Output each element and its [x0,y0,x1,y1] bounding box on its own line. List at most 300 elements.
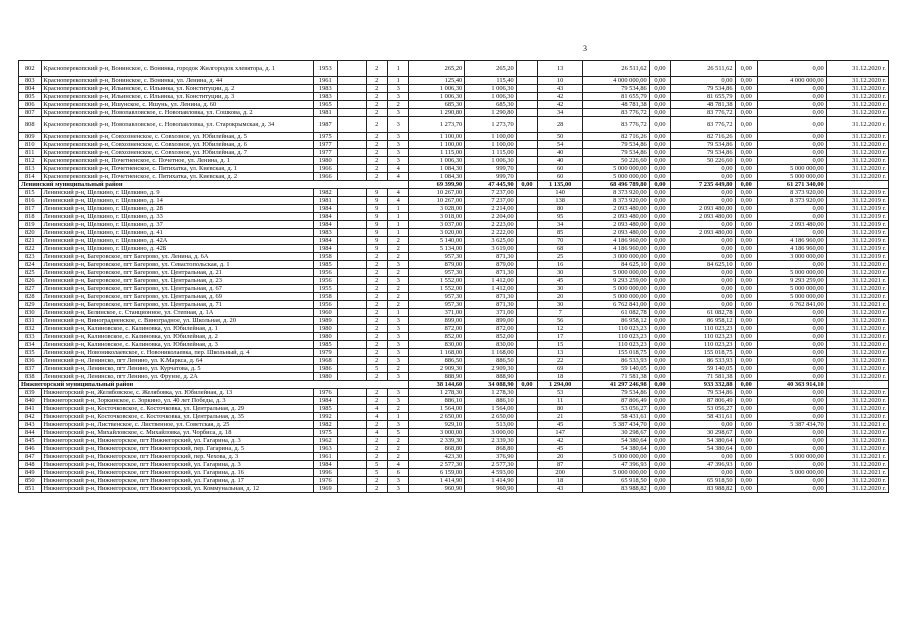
value-cell: 871,30 [465,293,516,301]
row-number-cell: 839 [19,389,42,397]
value-cell: 31.12.2020 г. [826,101,888,109]
address-cell: Красноперекопский р-н, Почетненское, с. Почетное, ул. Ленина, д. 1 [41,157,313,165]
value-cell: 59 140,05 [671,365,735,373]
value-cell [337,301,366,309]
value-cell: 87 806,49 [671,397,735,405]
value-cell: 2 093 480,00 [671,205,735,213]
value-cell: 1963 [313,445,337,453]
value-cell [337,397,366,405]
value-cell: 0,00 [758,85,827,93]
value-cell: 2 [387,437,408,445]
value-cell: 0,00 [758,477,827,485]
value-cell: 1 564,00 [409,405,465,413]
row-number-cell: 825 [19,269,42,277]
value-cell: 9 [366,197,387,205]
value-cell: 3 037,00 [409,221,465,229]
value-cell: 0,00 [758,229,827,237]
value-cell: 0,00 [758,413,827,421]
value-cell: 65 918,50 [671,477,735,485]
value-cell: 8 373 920,00 [758,197,827,205]
value-cell: 0,00 [735,213,758,221]
value-cell [337,133,366,141]
value-cell: 83 776,72 [583,117,650,133]
house-row [19,349,889,357]
address-cell: Нижнегорский р-н, Зоркинское, с. Зоркино, ул. 40 лет Победы, д. 3 [41,397,313,405]
subtotal-cell: 0,00 [516,381,537,389]
row-number-cell: 807 [19,109,42,117]
value-cell: 110 023,23 [583,325,650,333]
value-cell: 0,00 [649,213,670,221]
row-number-cell: 815 [19,189,42,197]
value-cell: 0,00 [735,341,758,349]
value-cell: 3 000 000,00 [583,253,650,261]
house-row [19,309,889,317]
value-cell: 0,00 [649,133,670,141]
value-cell: 2 [387,293,408,301]
value-cell: 1984 [313,237,337,245]
value-cell: 31.12.2021 г. [826,469,888,477]
value-cell: 2 [387,365,408,373]
value-cell [516,309,537,317]
value-cell: 28 [538,117,583,133]
value-cell: 0,00 [758,445,827,453]
address-cell: Ленинский р-н, Ленинско, пгт Ленино, ул. Фрунзе, д. 2А [41,373,313,381]
value-cell: 2 093 480,00 [583,213,650,221]
value-cell [516,237,537,245]
value-cell: 1984 [313,213,337,221]
value-cell: 3 [387,93,408,101]
value-cell: 1 552,00 [409,285,465,293]
value-cell: 0,00 [649,325,670,333]
value-cell: 31.12.2019 г. [826,189,888,197]
value-cell: 31.12.2019 г. [826,205,888,213]
row-number-cell: 833 [19,333,42,341]
value-cell [337,109,366,117]
address-cell: Ленинский р-н, Щелкино, г. Щелкино, д. 9 [41,189,313,197]
value-cell: 2 [366,397,387,405]
value-cell: 1 564,00 [465,405,516,413]
value-cell: 1 006,30 [465,93,516,101]
value-cell [516,85,537,93]
value-cell [337,101,366,109]
value-cell: 2 909,30 [409,365,465,373]
value-cell: 2 [366,165,387,173]
value-cell: 3 [387,477,408,485]
value-cell [337,277,366,285]
value-cell: 47 396,93 [671,461,735,469]
value-cell: 3 000,00 [409,429,465,437]
value-cell: 1986 [313,365,337,373]
value-cell: 1983 [313,85,337,93]
value-cell: 95 [538,213,583,221]
value-cell: 31.12.2019 г. [826,197,888,205]
value-cell: 0,00 [649,205,670,213]
value-cell: 31.12.2020 г. [826,157,888,165]
value-cell: 0,00 [649,109,670,117]
value-cell: 83 776,72 [583,109,650,117]
address-cell: Ленинский р-н, Щелкино, г. Щелкино, д. 41 [41,229,313,237]
value-cell: 2 [366,477,387,485]
value-cell: 43 [538,85,583,93]
value-cell: 1983 [313,229,337,237]
value-cell [337,357,366,365]
value-cell: 0,00 [671,269,735,277]
value-cell: 5 [387,429,408,437]
subtotal-cell: 0,00 [649,181,670,189]
value-cell: 0,00 [649,85,670,93]
address-cell: Ленинский р-н, Калиновское, с. Калиновка, ул. Юбилейная, д. 1 [41,325,313,333]
empty-cell [826,181,888,189]
value-cell: 0,00 [671,165,735,173]
value-cell: 0,00 [671,453,735,461]
subtotal-cell: 68 496 789,80 [583,181,650,189]
value-cell: 3 [387,421,408,429]
district-subtotal-row [19,181,889,189]
value-cell: 0,00 [735,149,758,157]
value-cell: 2 093 480,00 [583,229,650,237]
value-cell: 5 387 434,70 [758,421,827,429]
value-cell [337,477,366,485]
row-number-cell: 836 [19,357,42,365]
value-cell: 2 [387,285,408,293]
value-cell: 2 [366,301,387,309]
value-cell: 31.12.2020 г. [826,133,888,141]
value-cell: 957,30 [409,293,465,301]
value-cell: 1996 [313,469,337,477]
value-cell: 0,00 [758,357,827,365]
value-cell [516,157,537,165]
value-cell [516,285,537,293]
value-cell: 30 [538,301,583,309]
value-cell: 1 084,30 [409,173,465,181]
value-cell [516,229,537,237]
row-number-cell: 821 [19,237,42,245]
value-cell: 1981 [313,109,337,117]
house-row [19,229,889,237]
value-cell: 30 [538,285,583,293]
value-cell: 60 [538,165,583,173]
value-cell: 31.12.2020 г. [826,405,888,413]
value-cell: 0,00 [735,413,758,421]
address-cell: Ленинский р-н, Виноградненское, с. Виноградное, ул. Школьная, д. 20 [41,317,313,325]
value-cell: 0,00 [758,101,827,109]
value-cell: 0,00 [735,365,758,373]
value-cell: 1984 [313,397,337,405]
value-cell: 886,10 [409,397,465,405]
value-cell: 2 [366,61,387,77]
subtotal-cell: 1 294,00 [538,381,583,389]
value-cell: 30 [538,269,583,277]
value-cell: 1 [387,213,408,221]
value-cell: 1 168,00 [409,349,465,357]
value-cell: 53 056,27 [671,405,735,413]
value-cell: 5 [366,469,387,477]
value-cell: 2 093 480,00 [758,221,827,229]
value-cell: 0,00 [735,317,758,325]
value-cell: 0,00 [735,349,758,357]
value-cell: 2 [366,77,387,85]
address-cell: Нижнегорский р-н, Косточковское, с. Косточковка, ул. Центральная, д. 35 [41,413,313,421]
row-number-cell: 814 [19,173,42,181]
value-cell [337,413,366,421]
value-cell: 9 [366,205,387,213]
value-cell: 50 226,60 [671,157,735,165]
subtotal-cell: 1 135,00 [538,181,583,189]
value-cell [516,301,537,309]
value-cell: 0,00 [758,333,827,341]
value-cell: 1980 [313,157,337,165]
house-row [19,141,889,149]
value-cell [337,77,366,85]
value-cell [337,213,366,221]
value-cell: 3 [387,109,408,117]
value-cell: 31.12.2020 г. [826,93,888,101]
row-number-cell: 813 [19,165,42,173]
value-cell: 84 625,10 [671,261,735,269]
value-cell: 0,00 [649,101,670,109]
address-cell: Красноперекопский р-н, Новопавловское, с. Новопавловка, ул. Старокрымская, д. 34 [41,117,313,133]
value-cell: 1 [387,309,408,317]
value-cell [516,405,537,413]
address-cell: Ленинский р-н, Багеровское, пгт Багерово, ул. Центральная, д. 23 [41,277,313,285]
value-cell: 5 134,00 [409,245,465,253]
value-cell [516,205,537,213]
subtotal-cell: Ленинский муниципальный район [19,181,409,189]
value-cell: 1975 [313,429,337,437]
address-cell: Ленинский р-н, Багеровское, пгт Багерово, ул. Центральная, д. 21 [41,269,313,277]
house-row [19,149,889,157]
value-cell: 13 [538,61,583,77]
address-cell: Ленинский р-н, Щелкино, г. Щелкино, д. 42Б [41,245,313,253]
address-cell: Ленинский р-н, Багеровское, пгт Багерово, ул. Центральная, д. 67 [41,285,313,293]
address-cell: Красноперекопский р-н, Совхозненское, с. Совхозное, ул. Юбилейная, д. 6 [41,141,313,149]
address-cell: Ленинский р-н, Калиновское, с. Калиновка, ул. Юбилейная, д. 3 [41,341,313,349]
house-row [19,301,889,309]
value-cell: 1 168,00 [465,349,516,357]
house-row [19,453,889,461]
subtotal-cell: 41 297 246,98 [583,381,650,389]
value-cell: 0,00 [758,437,827,445]
house-row [19,485,889,493]
value-cell: 2 909,30 [465,365,516,373]
value-cell: 871,30 [465,269,516,277]
value-cell: 929,10 [409,421,465,429]
value-cell: 1966 [313,173,337,181]
value-cell: 0,00 [671,285,735,293]
value-cell: 115,40 [465,77,516,85]
value-cell: 0,00 [758,141,827,149]
value-cell: 4 000 000,00 [758,77,827,85]
house-row [19,477,889,485]
address-cell: Красноперекопский р-н, Ишунское, с. Ишунь, ул. Ленина, д. 60 [41,101,313,109]
subtotal-cell: 47 445,90 [465,181,516,189]
value-cell: 1961 [313,77,337,85]
value-cell: 110 023,23 [583,333,650,341]
subtotal-cell: Нижнегорский муниципальный район [19,381,409,389]
value-cell: 30 298,67 [671,429,735,437]
value-cell: 0,00 [649,197,670,205]
value-cell: 0,00 [735,309,758,317]
value-cell [337,93,366,101]
value-cell: 71 581,38 [671,373,735,381]
value-cell: 0,00 [758,61,827,77]
value-cell: 1956 [313,269,337,277]
value-cell: 879,00 [465,261,516,269]
value-cell [337,285,366,293]
value-cell [337,189,366,197]
row-number-cell: 837 [19,365,42,373]
empty-cell [826,381,888,389]
value-cell: 5 [366,365,387,373]
value-cell: 31.12.2020 г. [826,341,888,349]
value-cell [516,341,537,349]
value-cell: 5 000 000,00 [583,293,650,301]
house-row [19,405,889,413]
value-cell: 26 511,62 [583,61,650,77]
value-cell: 0,00 [649,341,670,349]
row-number-cell: 851 [19,485,42,493]
row-number-cell: 841 [19,405,42,413]
value-cell: 4 186 960,00 [758,245,827,253]
address-cell: Красноперекопский р-н, Почетненское, с. Пятихатка, ул. Киевская, д. 1 [41,165,313,173]
value-cell: 31.12.2019 г. [826,229,888,237]
value-cell: 852,00 [465,333,516,341]
value-cell: 0,00 [758,429,827,437]
row-number-cell: 819 [19,221,42,229]
value-cell: 1 552,00 [409,277,465,285]
address-cell: Ленинский р-н, Щелкино, г. Щелкино, д. 14 [41,197,313,205]
subtotal-cell: 61 271 340,00 [758,181,827,189]
value-cell: 0,00 [649,253,670,261]
address-cell: Ленинский р-н, Новониколаевское, с. Новониколаевка, пер. Школьный, д. 4 [41,349,313,357]
value-cell [516,429,537,437]
value-cell: 1 [387,77,408,85]
value-cell: 53 056,27 [583,405,650,413]
house-row [19,365,889,373]
value-cell: 82 716,26 [671,133,735,141]
value-cell: 2 [366,101,387,109]
value-cell: 59 140,05 [583,365,650,373]
value-cell [337,221,366,229]
value-cell: 9 [366,237,387,245]
value-cell: 0,00 [649,437,670,445]
value-cell: 1980 [313,373,337,381]
value-cell: 886,50 [465,357,516,365]
value-cell: 40 [538,157,583,165]
value-cell: 2 [366,117,387,133]
house-row [19,85,889,93]
value-cell: 31.12.2020 г. [826,309,888,317]
value-cell: 2 [366,453,387,461]
value-cell [516,109,537,117]
house-row [19,109,889,117]
address-cell: Красноперекопский р-н, Вонинское, с. Вонинка, ул. Ленина, д. 44 [41,77,313,85]
value-cell: 2 [366,445,387,453]
row-number-cell: 830 [19,309,42,317]
value-cell [337,293,366,301]
value-cell: 40 [538,149,583,157]
value-cell: 2 [387,253,408,261]
value-cell: 79 534,86 [583,149,650,157]
value-cell: 0,00 [735,285,758,293]
value-cell: 31.12.2020 г. [826,437,888,445]
value-cell: 31.12.2019 г. [826,213,888,221]
value-cell: 0,00 [735,373,758,381]
row-number-cell: 818 [19,213,42,221]
house-row [19,133,889,141]
value-cell: 26 511,62 [671,61,735,77]
value-cell: 0,00 [758,213,827,221]
value-cell: 0,00 [671,277,735,285]
register-body [19,61,889,493]
house-row [19,317,889,325]
value-cell: 0,00 [758,205,827,213]
value-cell: 86 958,12 [671,317,735,325]
value-cell: 0,00 [735,253,758,261]
value-cell [337,269,366,277]
value-cell: 17 [538,333,583,341]
value-cell: 2 [366,437,387,445]
value-cell: 79 534,86 [671,141,735,149]
value-cell: 999,70 [465,173,516,181]
value-cell: 1975 [313,133,337,141]
value-cell: 1 006,30 [409,157,465,165]
value-cell: 4 [366,413,387,421]
value-cell: 2 [366,253,387,261]
value-cell: 0,00 [758,349,827,357]
value-cell: 2 [387,301,408,309]
value-cell: 58 431,61 [671,413,735,421]
value-cell [516,469,537,477]
value-cell: 5 000 000,00 [583,165,650,173]
value-cell: 0,00 [649,301,670,309]
value-cell: 960,90 [409,485,465,493]
value-cell: 61 082,78 [671,309,735,317]
value-cell: 81 655,79 [583,93,650,101]
value-cell: 8 373 920,00 [583,189,650,197]
value-cell: 31.12.2020 г. [826,373,888,381]
value-cell: 5 000 000,00 [758,453,827,461]
value-cell [337,349,366,357]
value-cell: 1 [387,205,408,213]
value-cell: 0,00 [758,109,827,117]
value-cell: 0,00 [649,245,670,253]
value-cell: 0,00 [758,341,827,349]
value-cell: 2 [387,405,408,413]
value-cell: 4 [387,189,408,197]
address-cell: Нижнегорский р-н, Желябовское, с. Желябовка, ул. Юбилейная, д. 13 [41,389,313,397]
value-cell [516,445,537,453]
value-cell: 886,10 [465,397,516,405]
value-cell: 1 278,30 [465,389,516,397]
value-cell: 1980 [313,333,337,341]
value-cell: 31.12.2021 г. [826,301,888,309]
row-number-cell: 822 [19,245,42,253]
value-cell: 50 [538,133,583,141]
house-row [19,357,889,365]
value-cell: 4 [387,461,408,469]
value-cell: 45 [538,277,583,285]
value-cell: 2 093 480,00 [671,213,735,221]
value-cell: 155 018,75 [583,349,650,357]
value-cell: 3 [387,373,408,381]
value-cell: 1983 [313,93,337,101]
row-number-cell: 848 [19,461,42,469]
value-cell: 1 115,00 [409,149,465,157]
value-cell: 1984 [313,221,337,229]
value-cell: 5 000 000,00 [758,269,827,277]
address-cell: Ленинский р-н, Багеровское, пгт Багерово, ул. Центральная, д. 69 [41,293,313,301]
